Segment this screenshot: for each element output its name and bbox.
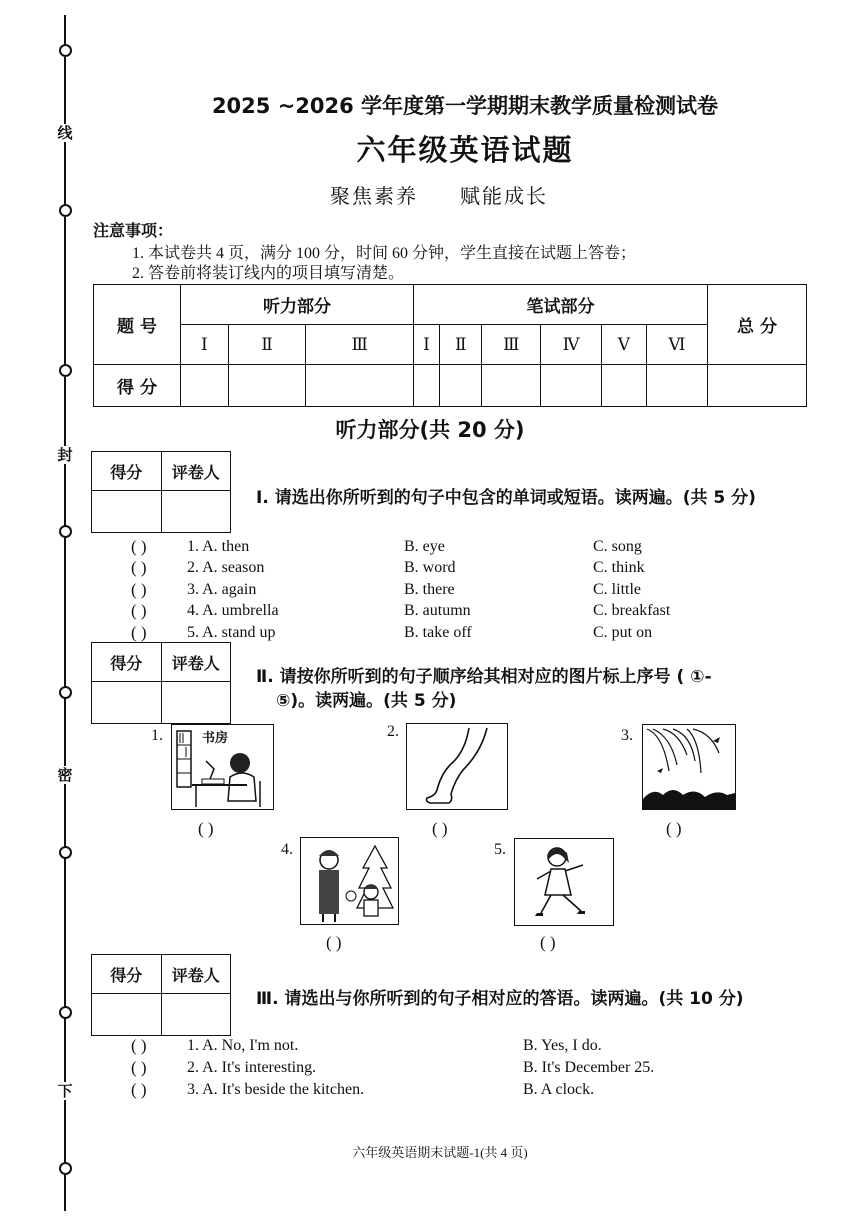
binding-circle bbox=[59, 1162, 72, 1175]
option-b: B. Yes, I do. bbox=[523, 1037, 602, 1054]
leg-picture bbox=[406, 723, 508, 810]
option-a: 2. A. season bbox=[187, 559, 265, 576]
note-item: 1. 本试卷共 4 页，满分 100 分，时间 60 分钟，学生直接在试题上答卷； bbox=[132, 245, 637, 262]
girl-walking-icon bbox=[515, 839, 613, 925]
grader-score-label: 得分 bbox=[92, 452, 162, 491]
binding-circle bbox=[59, 686, 72, 699]
option-c: C. put on bbox=[593, 624, 653, 641]
binding-circle bbox=[59, 204, 72, 217]
score-cell[interactable] bbox=[646, 365, 707, 407]
col-label: Ⅱ bbox=[228, 325, 306, 365]
binding-circle bbox=[59, 44, 72, 57]
answer-paren[interactable]: ( ) bbox=[131, 1036, 147, 1055]
option-c: C. breakfast bbox=[593, 602, 671, 619]
binding-char: 下 bbox=[57, 1082, 73, 1100]
col-label: Ⅰ bbox=[181, 325, 229, 365]
grader-score-label: 得分 bbox=[92, 643, 162, 682]
picture-number: 2. bbox=[387, 723, 399, 740]
option-a: 2. A. It's interesting. bbox=[187, 1059, 317, 1076]
motto bbox=[330, 180, 590, 209]
score-cell[interactable] bbox=[541, 365, 602, 407]
option-a: 1. A. No, I'm not. bbox=[187, 1037, 299, 1054]
listening-header: 听力部分 bbox=[181, 285, 414, 325]
binding-circle bbox=[59, 525, 72, 538]
grader-reviewer-label: 评卷人 bbox=[161, 955, 231, 994]
option-b: B. A clock. bbox=[523, 1081, 595, 1098]
answer-paren[interactable]: ( ) bbox=[666, 819, 682, 838]
col-label: Ⅲ bbox=[482, 325, 541, 365]
answer-paren[interactable]: ( ) bbox=[131, 537, 147, 556]
binding-circle bbox=[59, 1006, 72, 1019]
note-item: 2. 答卷前将装订线内的项目填写清楚。 bbox=[132, 265, 405, 282]
col-label: Ⅴ bbox=[601, 325, 646, 365]
col-label: Ⅰ bbox=[413, 325, 439, 365]
option-a: 4. A. umbrella bbox=[187, 602, 279, 619]
willow-icon bbox=[643, 725, 735, 809]
exam-title: 2025 ~2026 学年度第一学期期末教学质量检测试卷 bbox=[211, 94, 719, 118]
option-a: 5. A. stand up bbox=[187, 624, 276, 641]
winter-family-icon bbox=[301, 838, 398, 924]
grader-score-cell[interactable] bbox=[92, 994, 162, 1036]
score-cell[interactable] bbox=[708, 365, 807, 407]
answer-paren[interactable]: ( ) bbox=[432, 819, 448, 838]
notes-heading: 注意事项： bbox=[93, 221, 174, 240]
listening-title: 听力部分(共 20 分) bbox=[335, 418, 525, 442]
score-cell[interactable] bbox=[440, 365, 482, 407]
total-header: 总 分 bbox=[708, 285, 807, 365]
option-b: B. there bbox=[404, 581, 455, 598]
grader-box bbox=[91, 451, 231, 533]
answer-paren[interactable]: ( ) bbox=[131, 1058, 147, 1077]
answer-paren[interactable]: ( ) bbox=[131, 558, 147, 577]
col-label: Ⅱ bbox=[440, 325, 482, 365]
picture-label: 书房 bbox=[202, 731, 229, 746]
picture-number: 4. bbox=[281, 841, 293, 858]
leg-icon bbox=[407, 724, 507, 809]
grader-box bbox=[91, 642, 231, 724]
answer-paren[interactable]: ( ) bbox=[326, 933, 342, 952]
score-table bbox=[93, 284, 807, 407]
col-label: Ⅳ bbox=[541, 325, 602, 365]
grader-reviewer-cell[interactable] bbox=[161, 491, 231, 533]
option-c: C. little bbox=[593, 581, 641, 598]
score-cell[interactable] bbox=[482, 365, 541, 407]
score-cell[interactable] bbox=[306, 365, 414, 407]
col-label: Ⅲ bbox=[306, 325, 414, 365]
answer-paren[interactable]: ( ) bbox=[131, 623, 147, 642]
part2-heading-line2: ⑤)。读两遍。(共 5 分) bbox=[276, 691, 457, 711]
score-label: 得 分 bbox=[94, 365, 181, 407]
picture-number: 3. bbox=[621, 727, 633, 744]
binding-line bbox=[64, 15, 66, 1211]
score-cell[interactable] bbox=[181, 365, 229, 407]
score-cell[interactable] bbox=[228, 365, 306, 407]
binding-char: 密 bbox=[57, 766, 73, 784]
option-b: B. word bbox=[404, 559, 456, 576]
grader-reviewer-label: 评卷人 bbox=[161, 452, 231, 491]
option-b: B. take off bbox=[404, 624, 472, 641]
picture-number: 5. bbox=[494, 841, 506, 858]
answer-paren[interactable]: ( ) bbox=[198, 819, 214, 838]
answer-paren[interactable]: ( ) bbox=[131, 1080, 147, 1099]
study-room-picture bbox=[171, 724, 274, 810]
option-b: B. It's December 25. bbox=[523, 1059, 655, 1076]
grader-score-label: 得分 bbox=[92, 955, 162, 994]
binding-circle bbox=[59, 364, 72, 377]
part1-heading: Ⅰ. 请选出你所听到的句子中包含的单词或短语。读两遍。(共 5 分) bbox=[256, 488, 756, 508]
spring-willow-picture bbox=[642, 724, 736, 810]
score-cell[interactable] bbox=[601, 365, 646, 407]
picture-number: 1. bbox=[151, 727, 163, 744]
motto-right: 赋能成长 bbox=[460, 186, 548, 208]
option-a: 3. A. again bbox=[187, 581, 257, 598]
grader-box bbox=[91, 954, 231, 1036]
part2-heading-line1: Ⅱ. 请按你所听到的句子顺序给其相对应的图片标上序号 ( ①- bbox=[256, 667, 712, 687]
answer-paren[interactable]: ( ) bbox=[540, 933, 556, 952]
binding-char: 线 bbox=[57, 124, 73, 142]
option-a: 3. A. It's beside the kitchen. bbox=[187, 1081, 365, 1098]
grader-reviewer-cell[interactable] bbox=[161, 682, 231, 724]
part3-heading: Ⅲ. 请选出与你所听到的句子相对应的答语。读两遍。(共 10 分) bbox=[256, 989, 744, 1009]
motto-left: 聚焦素养 bbox=[330, 186, 418, 208]
option-c: C. song bbox=[593, 538, 642, 555]
grader-reviewer-cell[interactable] bbox=[161, 994, 231, 1036]
subject-title: 六年级英语试题 bbox=[356, 133, 574, 167]
winter-family-picture bbox=[300, 837, 399, 925]
row-label: 题 号 bbox=[94, 285, 181, 365]
grader-reviewer-label: 评卷人 bbox=[161, 643, 231, 682]
option-b: B. autumn bbox=[404, 602, 471, 619]
option-c: C. think bbox=[593, 559, 645, 576]
option-b: B. eye bbox=[404, 538, 445, 555]
answer-paren[interactable]: ( ) bbox=[131, 580, 147, 599]
page-footer: 六年级英语期末试题-1(共 4 页) bbox=[352, 1145, 528, 1160]
girl-walking-picture bbox=[514, 838, 614, 926]
grader-score-cell[interactable] bbox=[92, 491, 162, 533]
answer-paren[interactable]: ( ) bbox=[131, 601, 147, 620]
col-label: Ⅵ bbox=[646, 325, 707, 365]
binding-char: 封 bbox=[57, 446, 73, 464]
binding-circle bbox=[59, 846, 72, 859]
written-header: 笔试部分 bbox=[413, 285, 707, 325]
grader-score-cell[interactable] bbox=[92, 682, 162, 724]
score-cell[interactable] bbox=[413, 365, 439, 407]
option-a: 1. A. then bbox=[187, 538, 250, 555]
